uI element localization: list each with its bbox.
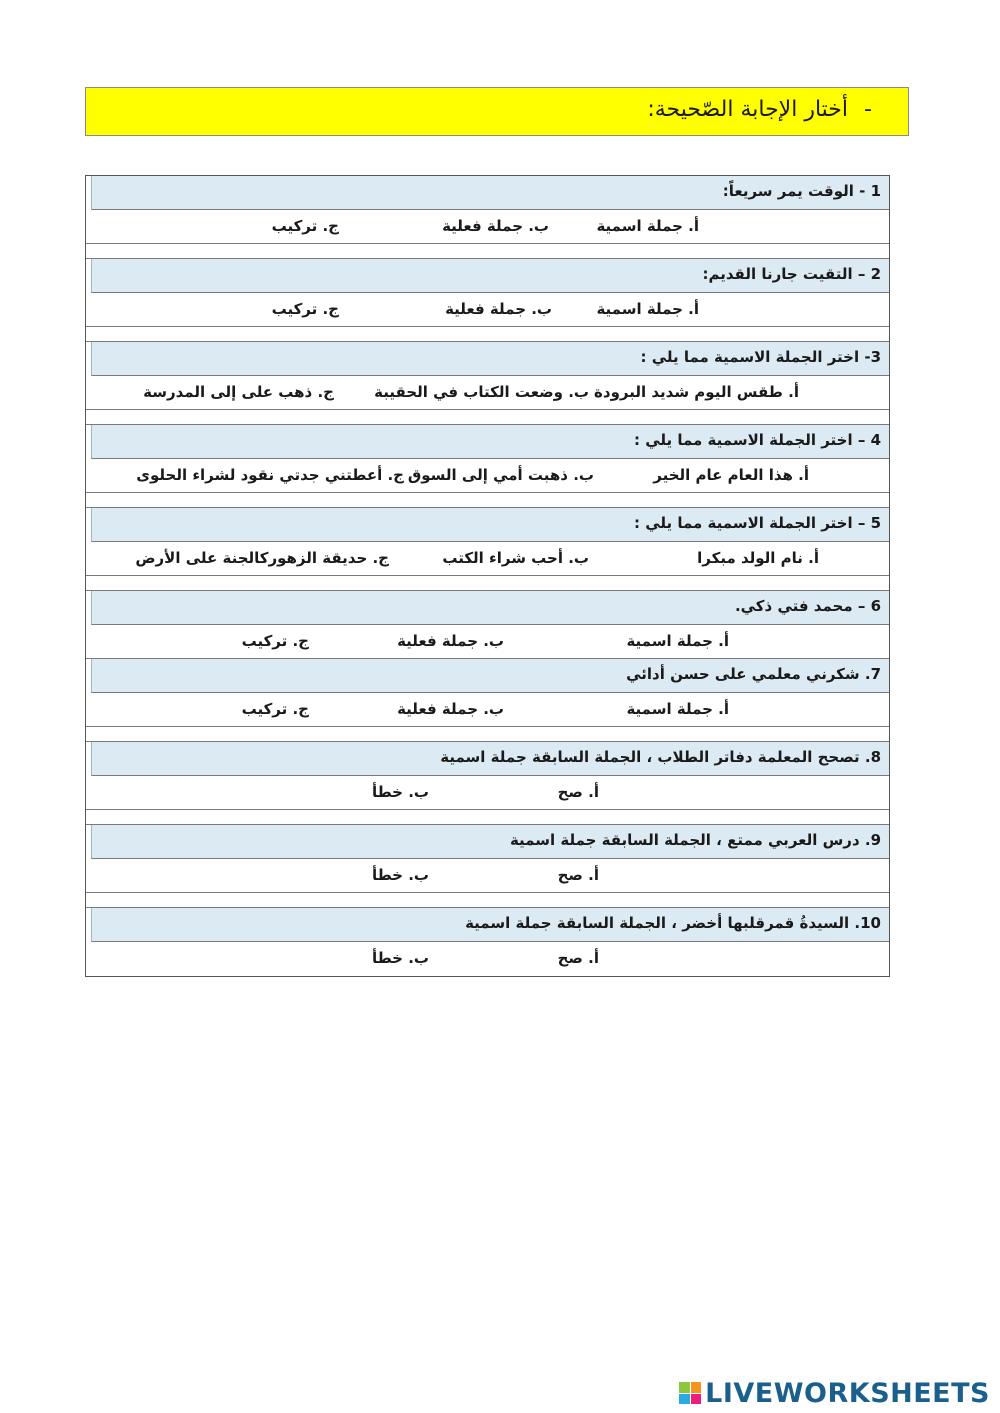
option-a[interactable]: أ. جملة اسمية bbox=[596, 300, 699, 318]
question-text: 1 - الوقت يمر سريعاً: bbox=[722, 182, 881, 200]
answer-row-2 bbox=[86, 293, 889, 327]
option-c[interactable]: ج. تركيب bbox=[241, 632, 309, 650]
question-row-2 bbox=[91, 259, 889, 293]
answer-row-5 bbox=[86, 542, 889, 576]
option-a[interactable]: أ. طقس اليوم شديد البرودة bbox=[594, 383, 799, 401]
logo-square-4 bbox=[691, 1394, 702, 1405]
option-a[interactable]: أ. صح bbox=[557, 783, 599, 801]
option-b[interactable]: ب. خطأ bbox=[371, 949, 429, 967]
option-c[interactable]: ج. حديقة الزهوركالجنة على الأرض bbox=[135, 549, 389, 567]
option-a[interactable]: أ. جملة اسمية bbox=[626, 632, 729, 650]
question-text: 4 – اختر الجملة الاسمية مما يلي : bbox=[633, 431, 881, 449]
liveworksheets-logo-icon bbox=[679, 1382, 701, 1404]
logo-square-2 bbox=[691, 1382, 702, 1393]
option-a[interactable]: أ. جملة اسمية bbox=[596, 217, 699, 235]
question-row-4 bbox=[91, 425, 889, 459]
liveworksheets-watermark bbox=[679, 1378, 990, 1408]
option-a[interactable]: أ. هذا العام عام الخير bbox=[653, 466, 809, 484]
option-c[interactable]: ج. تركيب bbox=[271, 217, 339, 235]
option-a[interactable]: أ. جملة اسمية bbox=[626, 700, 729, 718]
question-text: 10. السيدةُ قمرقلبها أخضر ، الجملة السابقة جملة اسمية bbox=[465, 914, 881, 932]
spacer-row bbox=[86, 327, 889, 342]
question-row-9 bbox=[91, 825, 889, 859]
question-text: 3- اختر الجملة الاسمية مما يلي : bbox=[640, 348, 881, 366]
question-row-10 bbox=[91, 908, 889, 942]
instruction-banner bbox=[85, 87, 909, 136]
option-b[interactable]: ب. جملة فعلية bbox=[445, 300, 552, 318]
option-b[interactable]: ب. أحب شراء الكتب bbox=[442, 549, 589, 567]
option-b[interactable]: ب. جملة فعلية bbox=[397, 700, 504, 718]
question-row-6 bbox=[91, 591, 889, 625]
option-c[interactable]: ج. تركيب bbox=[241, 700, 309, 718]
answer-row-4 bbox=[86, 459, 889, 493]
answer-row-7 bbox=[86, 693, 889, 727]
logo-square-3 bbox=[679, 1394, 690, 1405]
question-row-5 bbox=[91, 508, 889, 542]
option-b[interactable]: ب. ذهبت أمي إلى السوق bbox=[407, 466, 594, 484]
option-b[interactable]: ب. خطأ bbox=[371, 783, 429, 801]
option-a[interactable]: أ. صح bbox=[557, 949, 599, 967]
quiz-table bbox=[85, 175, 890, 977]
spacer-row bbox=[86, 410, 889, 425]
logo-square-1 bbox=[679, 1382, 690, 1393]
page-title: أختار الإجابة الصّحيحة: bbox=[647, 97, 848, 122]
answer-row-10 bbox=[86, 942, 889, 976]
answer-row-9 bbox=[86, 859, 889, 893]
header-dash: - bbox=[864, 97, 872, 122]
option-b[interactable]: ب. خطأ bbox=[371, 866, 429, 884]
option-c[interactable]: ج. أعطتني جدتي نقود لشراء الحلوى bbox=[136, 466, 404, 484]
answer-row-8 bbox=[86, 776, 889, 810]
option-c[interactable]: ج. ذهب على إلى المدرسة bbox=[143, 383, 334, 401]
spacer-row bbox=[86, 576, 889, 591]
option-a[interactable]: أ. نام الولد مبكرا bbox=[697, 549, 819, 567]
question-text: 2 – التقيت جارنا القديم: bbox=[702, 265, 881, 283]
answer-row-3 bbox=[86, 376, 889, 410]
watermark-text: LIVEWORKSHEETS bbox=[705, 1377, 990, 1409]
option-a[interactable]: أ. صح bbox=[557, 866, 599, 884]
option-b[interactable]: ب. جملة فعلية bbox=[442, 217, 549, 235]
question-text: 5 – اختر الجملة الاسمية مما يلي : bbox=[633, 514, 881, 532]
spacer-row bbox=[86, 893, 889, 908]
spacer-row bbox=[86, 493, 889, 508]
answer-row-6 bbox=[86, 625, 889, 659]
question-text: 8. تصحح المعلمة دفاتر الطلاب ، الجملة السابقة جملة اسمية bbox=[440, 748, 881, 766]
question-row-7 bbox=[91, 659, 889, 693]
question-text: 9. درس العربي ممتع ، الجملة السابقة جملة اسمية bbox=[509, 831, 881, 849]
option-c[interactable]: ج. تركيب bbox=[271, 300, 339, 318]
question-text: 7. شكرني معلمي على حسن أدائي bbox=[626, 665, 881, 683]
answer-row-1 bbox=[86, 210, 889, 244]
spacer-row bbox=[86, 727, 889, 742]
option-b[interactable]: ب. جملة فعلية bbox=[397, 632, 504, 650]
question-text: 6 – محمد فتي ذكي. bbox=[734, 597, 881, 615]
question-row-1 bbox=[91, 176, 889, 210]
question-row-3 bbox=[91, 342, 889, 376]
question-row-8 bbox=[91, 742, 889, 776]
spacer-row bbox=[86, 810, 889, 825]
spacer-row bbox=[86, 244, 889, 259]
option-b[interactable]: ب. وضعت الكتاب في الحقيبة bbox=[374, 383, 589, 401]
